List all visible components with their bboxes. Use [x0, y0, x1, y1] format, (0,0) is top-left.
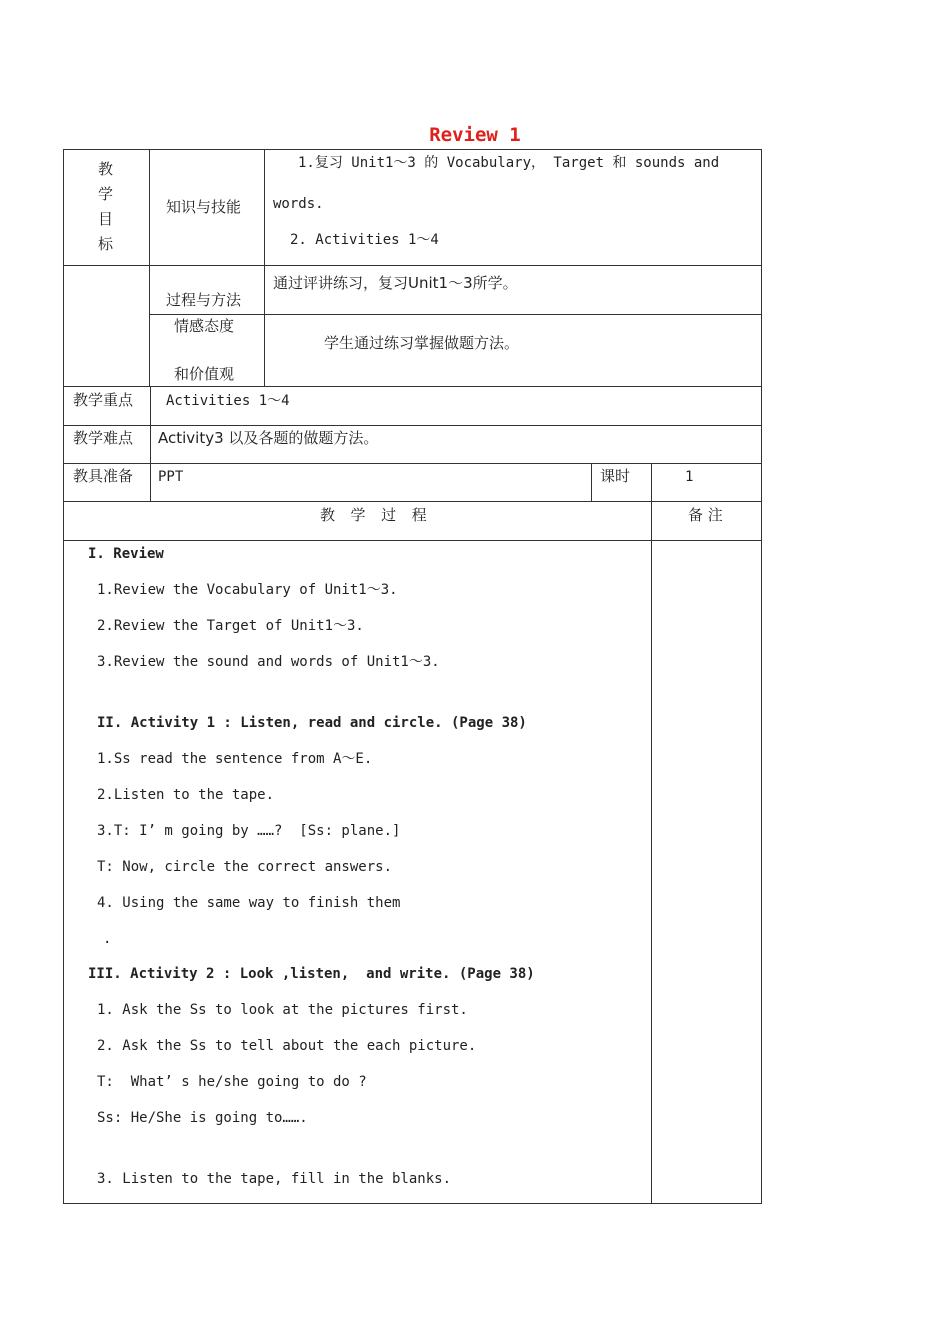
page-title: Review 1: [429, 124, 521, 146]
difficulty-label: 教学难点: [73, 429, 134, 447]
process-method-label: 过程与方法: [166, 291, 242, 309]
section-2-item: .: [103, 931, 112, 947]
section-3-item: T: What’ s he/she going to do ?: [97, 1074, 367, 1090]
period-value: 1: [685, 469, 694, 485]
key-point-label: 教学重点: [73, 391, 134, 409]
knowledge-line-2: words.: [273, 196, 324, 212]
section-3-item: 2. Ask the Ss to tell about the each picture.: [97, 1038, 477, 1054]
section-3-item: 3. Listen to the tape, fill in the blanks.: [97, 1171, 452, 1187]
tools-label: 教具准备: [73, 467, 134, 485]
key-point-value: Activities 1～4: [166, 393, 290, 409]
goals-char-1: 教: [98, 160, 114, 178]
tools-value: PPT: [158, 469, 184, 485]
knowledge-label: 知识与技能: [166, 198, 242, 216]
section-2-item: 4. Using the same way to finish them: [97, 895, 401, 911]
section-1-item: 1.Review the Vocabulary of Unit1～3.: [97, 582, 398, 598]
section-1-item: 2.Review the Target of Unit1～3.: [97, 618, 364, 634]
goals-char-4: 标: [98, 235, 114, 253]
section-2-item: 2.Listen to the tape.: [97, 787, 275, 803]
section-1-item: 3.Review the sound and words of Unit1～3.: [97, 654, 440, 670]
section-2-item: 3.T: I’ m going by ……? [Ss: plane.]: [97, 823, 401, 839]
attitude-text: 学生通过练习掌握做题方法。: [324, 334, 520, 352]
knowledge-line-1: 1.复习 Unit1～3 的 Vocabulary， Target 和 sounds and: [298, 155, 720, 171]
period-label: 课时: [600, 467, 631, 485]
section-3-item: 1. Ask the Ss to look at the pictures first.: [97, 1002, 468, 1018]
section-1-heading: I. Review: [88, 546, 164, 562]
section-3-item: Ss: He/She is going to…….: [97, 1110, 308, 1126]
goals-char-3: 目: [98, 210, 114, 228]
knowledge-line-3: 2. Activities 1～4: [290, 232, 439, 248]
notes-header: 备 注: [688, 506, 723, 524]
section-2-item: 1.Ss read the sentence from A～E.: [97, 751, 373, 767]
attitude-label-1: 情感态度: [174, 317, 235, 335]
section-3-heading: III. Activity 2 : Look ,listen, and write. (Page 38): [88, 966, 535, 982]
section-2-item: T: Now, circle the correct answers.: [97, 859, 393, 875]
attitude-label-2: 和价值观: [174, 365, 235, 383]
section-2-heading: II. Activity 1 : Listen, read and circle. (Page 38): [97, 715, 527, 731]
process-method-text: 通过评讲练习，复习Unit1～3所学。: [273, 274, 518, 292]
process-header: 教 学 过 程: [320, 506, 429, 524]
difficulty-value: Activity3 以及各题的做题方法。: [158, 429, 379, 447]
goals-char-2: 学: [98, 185, 114, 203]
